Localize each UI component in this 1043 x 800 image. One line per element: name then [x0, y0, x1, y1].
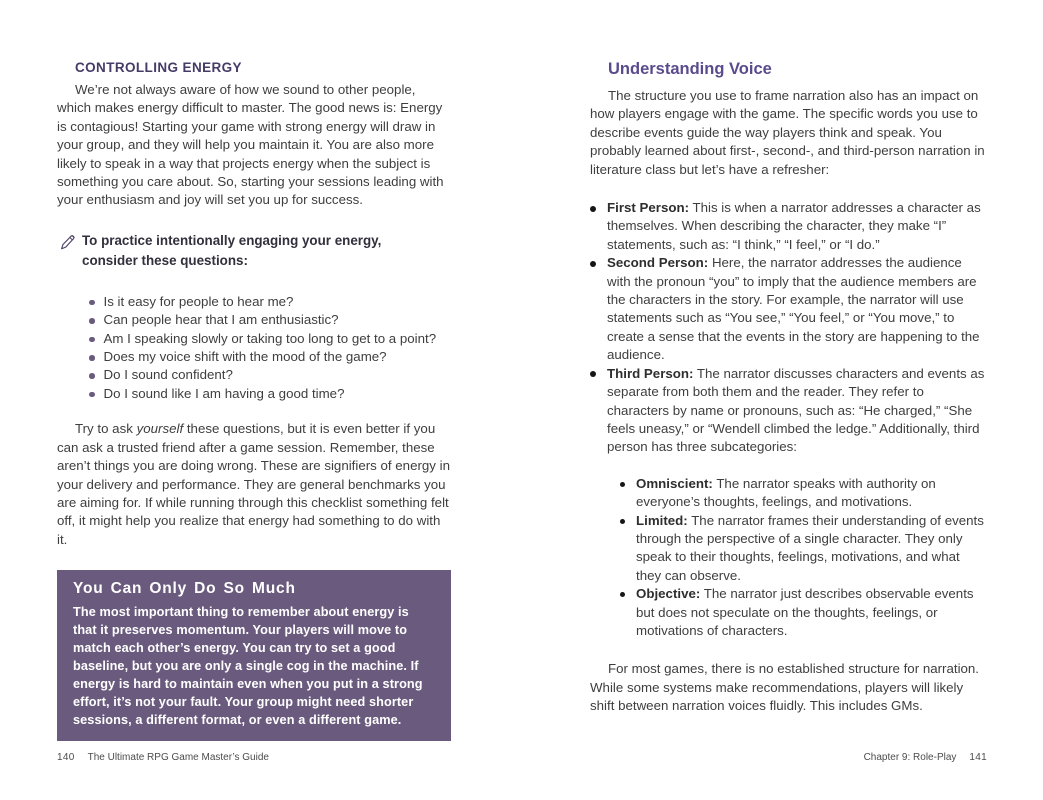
list-item: Am I speaking slowly or taking too long to get to a point? — [89, 330, 452, 348]
page-left — [57, 60, 452, 741]
third-person-subcategories-list — [620, 475, 987, 641]
bullet-icon — [620, 482, 625, 487]
bullet-icon — [590, 206, 596, 212]
footer-right — [864, 752, 987, 763]
list-item: Do I sound confident? — [89, 366, 452, 384]
list-item-third-person: Third Person: The narrator discusses characters and events as separate from both them and the reader. They refer to characters by name or pronouns, such as: “He charged,” “She feels uneasy,” or “Wendell climbed the ledge.” Additionally, third person has three subcategories: — [590, 365, 987, 457]
section-heading-understanding-voice: Understanding Voice — [608, 60, 772, 78]
section-heading-controlling-energy: CONTROLLING ENERGY — [75, 60, 242, 75]
list-item-limited: Limited: The narrator frames their understanding of events through the perspective of a single character. They only speak to their thoughts, feelings, motivations, and what they can observe. — [620, 512, 987, 586]
bullet-icon — [620, 592, 625, 597]
list-item-objective: Objective: The narrator just describes observable events but does not speculate on the thoughts, feelings, or motivations of characters. — [620, 585, 987, 640]
book-title: The Ultimate RPG Game Master’s Guide — [87, 752, 269, 763]
bullet-icon — [590, 371, 596, 377]
list-item: Does my voice shift with the mood of the game? — [89, 348, 452, 366]
bullet-icon — [89, 300, 95, 306]
questions-list — [89, 293, 452, 403]
list-item-first-person: First Person: This is when a narrator addresses a character as themselves. When describing the character, they make “I” statements, such as: “I think,” “I feel,” or “I do.” — [590, 199, 987, 254]
list-item-omniscient: Omniscient: The narrator speaks with authority on everyone’s thoughts, feelings, and motivations. — [620, 475, 987, 512]
list-item: Is it easy for people to hear me? — [89, 293, 452, 311]
bullet-icon — [620, 519, 625, 524]
list-item: Can people hear that I am enthusiastic? — [89, 311, 452, 329]
narration-persons-list — [590, 199, 987, 457]
paragraph-ask-yourself: Try to ask yourself these questions, but it is even better if you can ask a trusted friend after a game session. Remember, these aren’t things you are doing wrong. These are signifiers of energy in your delivery and performance. They are general benchmarks you are aiming for. If while running through this checklist something felt off, it might help you realize that energy had something to do with it. — [57, 421, 450, 547]
bullet-icon — [89, 392, 95, 398]
footer-left — [57, 752, 269, 763]
tip-callout — [59, 231, 452, 271]
bullet-icon — [89, 318, 95, 324]
pencil-icon — [59, 232, 76, 252]
page-right — [590, 60, 987, 716]
callout-body: The most important thing to remember about energy is that it preserves momentum. Your players will move to match each other’s energy. You can try to set a good baseline, but you are only a single cog in the machine. If energy is hard to maintain even when you put in a strong effort, it’s not your fault. Your group might need shorter sessions, a different format, or even a different game. — [73, 605, 423, 727]
paragraph-energy-intro: We’re not always aware of how we sound to other people, which makes energy difficult to master. The good news is: Energy is contagious! Starting your game with strong energy will draw in your group, and they will help you maintain it. You are also more likely to speak in a way that projects energy when the subject is something you care about. So, starting your sessions leading with your enthusiasm and joy will set you up for success. — [57, 82, 444, 208]
bullet-icon — [89, 337, 95, 343]
callout-title: You Can Only Do So Much — [73, 580, 296, 598]
chapter-title: Chapter 9: Role-Play — [863, 752, 957, 763]
page-number-right: 141 — [969, 752, 987, 763]
callout-box — [57, 570, 451, 741]
list-item: Do I sound like I am having a good time? — [89, 385, 452, 403]
bullet-icon — [89, 355, 95, 361]
page-number-left: 140 — [57, 752, 75, 763]
paragraph-no-structure: For most games, there is no established structure for narration. While some systems make recommendations, players will likely shift between narration voices fluidly. This includes GMs. — [590, 661, 980, 714]
bullet-icon — [89, 373, 95, 379]
paragraph-voice-intro: The structure you use to frame narration also has an impact on how players engage with the game. The specific words you use to describe events guide the way players think and speak. You probably learned about first-, second-, and third-person narration in literature class but let’s have a refresher: — [590, 88, 985, 177]
tip-text: To practice intentionally engaging your energy, consider these questions: — [82, 232, 382, 268]
list-item-second-person: Second Person: Here, the narrator addresses the audience with the pronoun “you” to imply that the audience members are the characters in the story. For example, the narrator will use statements such as “You see,” “You feel,” or “You move,” to create a sense that the events in the story are happening to the audience. — [590, 254, 987, 364]
bullet-icon — [590, 261, 596, 267]
